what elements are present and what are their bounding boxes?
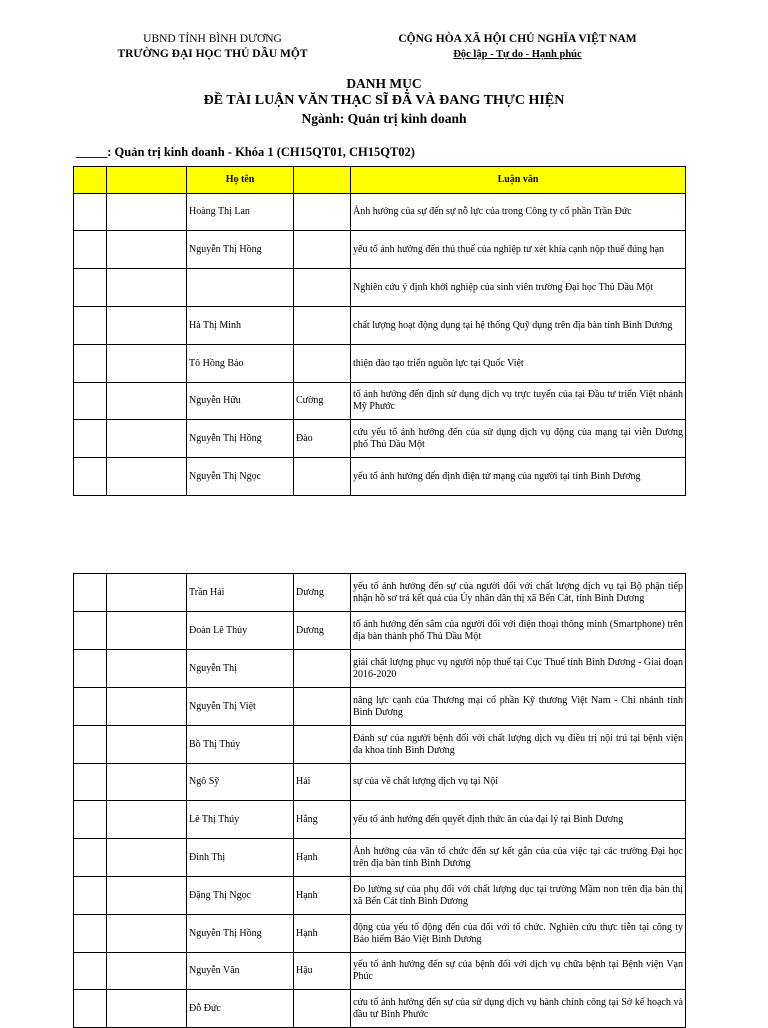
thesis-table-page-2	[73, 573, 686, 1028]
province-committee-label: UBND TỈNH BÌNH DƯƠNG	[143, 33, 282, 45]
row-index-cell	[74, 801, 107, 839]
student-first-name: Hải	[294, 764, 351, 801]
thesis-title: chất lượng hoạt động dụng tại hệ thống Quỹ dụng trên địa bàn tỉnh Bình Dương	[351, 307, 686, 345]
student-first-name: Hậu	[294, 953, 351, 990]
table-row	[74, 877, 686, 915]
student-first-name	[294, 990, 351, 1028]
student-first-name: Cường	[294, 383, 351, 420]
student-last-name: Trần Hải	[187, 574, 294, 612]
student-last-name: Nguyễn Thị Hồng	[187, 231, 294, 269]
student-last-name: Tô Hồng Bảo	[187, 345, 294, 383]
thesis-title: Đo lường sự của phụ đối với chất lượng dục tại trường Mầm non trên địa bàn thị xã Bến Cát tỉnh Bình Dương	[351, 877, 686, 915]
table-row	[74, 458, 686, 496]
row-code-cell	[107, 194, 187, 231]
student-last-name: Nguyễn Thị Hồng	[187, 420, 294, 458]
table-row	[74, 839, 686, 877]
table-row	[74, 612, 686, 650]
row-index-cell	[74, 307, 107, 345]
motto: Độc lập - Tự do - Hạnh phúc	[453, 49, 582, 60]
student-last-name: Hà Thị Minh	[187, 307, 294, 345]
table-row	[74, 990, 686, 1028]
table-row	[74, 688, 686, 726]
thesis-title: nâng lực cạnh của Thương mại cổ phần Kỹ thương Việt Nam - Chi nhánh tỉnh Bình Dương	[351, 688, 686, 726]
student-first-name	[294, 231, 351, 269]
country-name: CỘNG HÒA XÃ HỘI CHỦ NGHĨA VIỆT NAM	[398, 33, 637, 45]
student-first-name: Đào	[294, 420, 351, 458]
student-last-name: Đỗ Đức	[187, 990, 294, 1028]
student-last-name: Đoàn Lê Thủy	[187, 612, 294, 650]
student-first-name	[294, 688, 351, 726]
row-index-cell	[74, 458, 107, 496]
row-index-cell	[74, 574, 107, 612]
student-first-name	[294, 458, 351, 496]
table-row	[74, 726, 686, 764]
row-code-cell	[107, 688, 187, 726]
table-row	[74, 650, 686, 688]
row-index-cell	[74, 612, 107, 650]
student-first-name: Dương	[294, 574, 351, 612]
table-row	[74, 420, 686, 458]
row-index-cell	[74, 990, 107, 1028]
student-first-name	[294, 345, 351, 383]
national-motto-header	[380, 32, 655, 62]
table-row	[74, 345, 686, 383]
row-index-cell	[74, 269, 107, 307]
table-row	[74, 574, 686, 612]
thesis-title: Nghiên cứu ý định khởi nghiệp của sinh viên trường Đại học Thủ Dầu Một	[351, 269, 686, 307]
thesis-title: giải chất lượng phục vụ người nộp thuế tại Cục Thuế tỉnh Bình Dương - Giai đoạn 2016-2020	[351, 650, 686, 688]
thesis-title: cứu yếu tố ảnh hưởng đến của sử dụng dịch vụ động của mạng tại viễn Dương phố Thủ Dầu Một	[351, 420, 686, 458]
row-index-cell	[74, 726, 107, 764]
student-first-name: Hạnh	[294, 915, 351, 953]
student-last-name: Bồ Thị Thúy	[187, 726, 294, 764]
row-code-cell	[107, 269, 187, 307]
thesis-title: Đánh sự của người bệnh đối với chất lượng dịch vụ điều trị nội trú tại bệnh viện đa khoa tỉnh Bình Dương	[351, 726, 686, 764]
thesis-title: tố ảnh hưởng đến định sử dụng dịch vụ trực tuyến của tại Đầu tư triển Việt nhánh Mỹ Phước	[351, 383, 686, 420]
thesis-title: yếu tố ảnh hưởng đến sự của bệnh đối với dịch vụ chữa bệnh tại Bệnh viện Vạn Phúc	[351, 953, 686, 990]
row-code-cell	[107, 574, 187, 612]
document-subtitle: ĐỀ TÀI LUẬN VĂN THẠC SĨ ĐÃ VÀ ĐANG THỰC HIỆN	[203, 93, 565, 108]
table-row	[74, 383, 686, 420]
student-last-name: Lê Thị Thúy	[187, 801, 294, 839]
row-index-cell	[74, 839, 107, 877]
cohort-heading: _____: Quản trị kinh doanh - Khóa 1 (CH15QT01, CH15QT02)	[76, 145, 415, 159]
student-first-name: Dương	[294, 612, 351, 650]
row-code-cell	[107, 420, 187, 458]
row-code-cell	[107, 307, 187, 345]
row-code-cell	[107, 650, 187, 688]
table-row	[74, 194, 686, 231]
row-code-cell	[107, 612, 187, 650]
student-last-name	[187, 269, 294, 307]
row-code-cell	[107, 990, 187, 1028]
thesis-title: yếu tố ảnh hưởng đến sự của người đối với chất lượng dịch vụ tại Bộ phận tiếp nhận hồ sơ trả kết quả của Ủy nhân dân thị xã Bến Cát, tỉnh Bình Dương	[351, 574, 686, 612]
thesis-title: Ảnh hưởng của sự đến sự nỗ lực của trong Công ty cổ phần Trần Đức	[351, 194, 686, 231]
table-header-row	[74, 167, 686, 194]
student-last-name: Nguyễn Văn	[187, 953, 294, 990]
header-cell-code	[107, 167, 187, 194]
row-index-cell	[74, 650, 107, 688]
student-last-name: Nguyễn Thị	[187, 650, 294, 688]
student-last-name: Nguyễn Thị Ngọc	[187, 458, 294, 496]
student-last-name: Nguyễn Hữu	[187, 383, 294, 420]
row-code-cell	[107, 231, 187, 269]
table-row	[74, 953, 686, 990]
thesis-title: thiện đào tạo triển nguồn lực tại Quốc Việt	[351, 345, 686, 383]
student-first-name	[294, 650, 351, 688]
student-first-name	[294, 269, 351, 307]
header-cell-index	[74, 167, 107, 194]
student-last-name: Đinh Thị	[187, 839, 294, 877]
student-last-name: Nguyễn Thị Việt	[187, 688, 294, 726]
thesis-title: động của yếu tố động đến của đối với tổ chức. Nghiên cứu thực tiễn tại công ty Bảo hiểm Bảo Việt Bình Dương	[351, 915, 686, 953]
table-row	[74, 764, 686, 801]
header-cell-first	[294, 167, 351, 194]
row-index-cell	[74, 915, 107, 953]
row-index-cell	[74, 345, 107, 383]
row-code-cell	[107, 383, 187, 420]
row-index-cell	[74, 231, 107, 269]
thesis-title: yếu tố ảnh hưởng đến định điện tử mạng của người tại tỉnh Bình Dương	[351, 458, 686, 496]
row-index-cell	[74, 383, 107, 420]
university-name: TRƯỜNG ĐẠI HỌC THỦ DẦU MỘT	[117, 48, 308, 60]
student-first-name	[294, 307, 351, 345]
row-index-cell	[74, 688, 107, 726]
thesis-title: sự của về chất lượng dịch vụ tại Nội	[351, 764, 686, 801]
student-first-name	[294, 726, 351, 764]
thesis-title: tố ảnh hưởng đến sắm của người đối với điện thoại thông minh (Smartphone) trên địa bàn thành phố Thủ Dầu Một	[351, 612, 686, 650]
student-last-name: Nguyễn Thị Hồng	[187, 915, 294, 953]
table-row	[74, 801, 686, 839]
table-row	[74, 231, 686, 269]
table-row	[74, 915, 686, 953]
document-title: DANH MỤC	[346, 76, 422, 91]
table-row	[74, 269, 686, 307]
row-index-cell	[74, 877, 107, 915]
row-code-cell	[107, 458, 187, 496]
thesis-title: cứu tố ảnh hưởng đến sự của sử dụng dịch vụ hành chính công tại Sở kế hoạch và đầu tư Bình Phước	[351, 990, 686, 1028]
row-code-cell	[107, 726, 187, 764]
row-index-cell	[74, 194, 107, 231]
row-index-cell	[74, 953, 107, 990]
student-first-name: Hạnh	[294, 839, 351, 877]
major-title: Ngành: Quản trị kinh doanh	[301, 111, 467, 126]
thesis-title: Ảnh hưởng của văn tổ chức đến sự kết gắn của của việc tại các trường Đại học trên địa bàn tỉnh Bình Dương	[351, 839, 686, 877]
student-first-name: Hạnh	[294, 877, 351, 915]
row-code-cell	[107, 801, 187, 839]
row-index-cell	[74, 420, 107, 458]
thesis-title: yếu tố ảnh hưởng đến thủ thuế của nghiệp tư xét khía cạnh nộp thuế đúng hạn	[351, 231, 686, 269]
thesis-table-page-1	[73, 166, 686, 496]
row-code-cell	[107, 839, 187, 877]
header-cell-name: Họ tên	[187, 167, 294, 194]
row-code-cell	[107, 915, 187, 953]
row-code-cell	[107, 877, 187, 915]
student-first-name: Hằng	[294, 801, 351, 839]
university-header	[95, 32, 330, 62]
row-code-cell	[107, 345, 187, 383]
table-row	[74, 307, 686, 345]
row-code-cell	[107, 953, 187, 990]
student-last-name: Ngô Sỹ	[187, 764, 294, 801]
student-first-name	[294, 194, 351, 231]
student-last-name: Hoàng Thị Lan	[187, 194, 294, 231]
thesis-title: yếu tố ảnh hưởng đến quyết định thức ăn của đại lý tại Bình Dương	[351, 801, 686, 839]
header-cell-thesis: Luận văn	[351, 167, 686, 194]
student-last-name: Đặng Thị Ngọc	[187, 877, 294, 915]
row-code-cell	[107, 764, 187, 801]
row-index-cell	[74, 764, 107, 801]
